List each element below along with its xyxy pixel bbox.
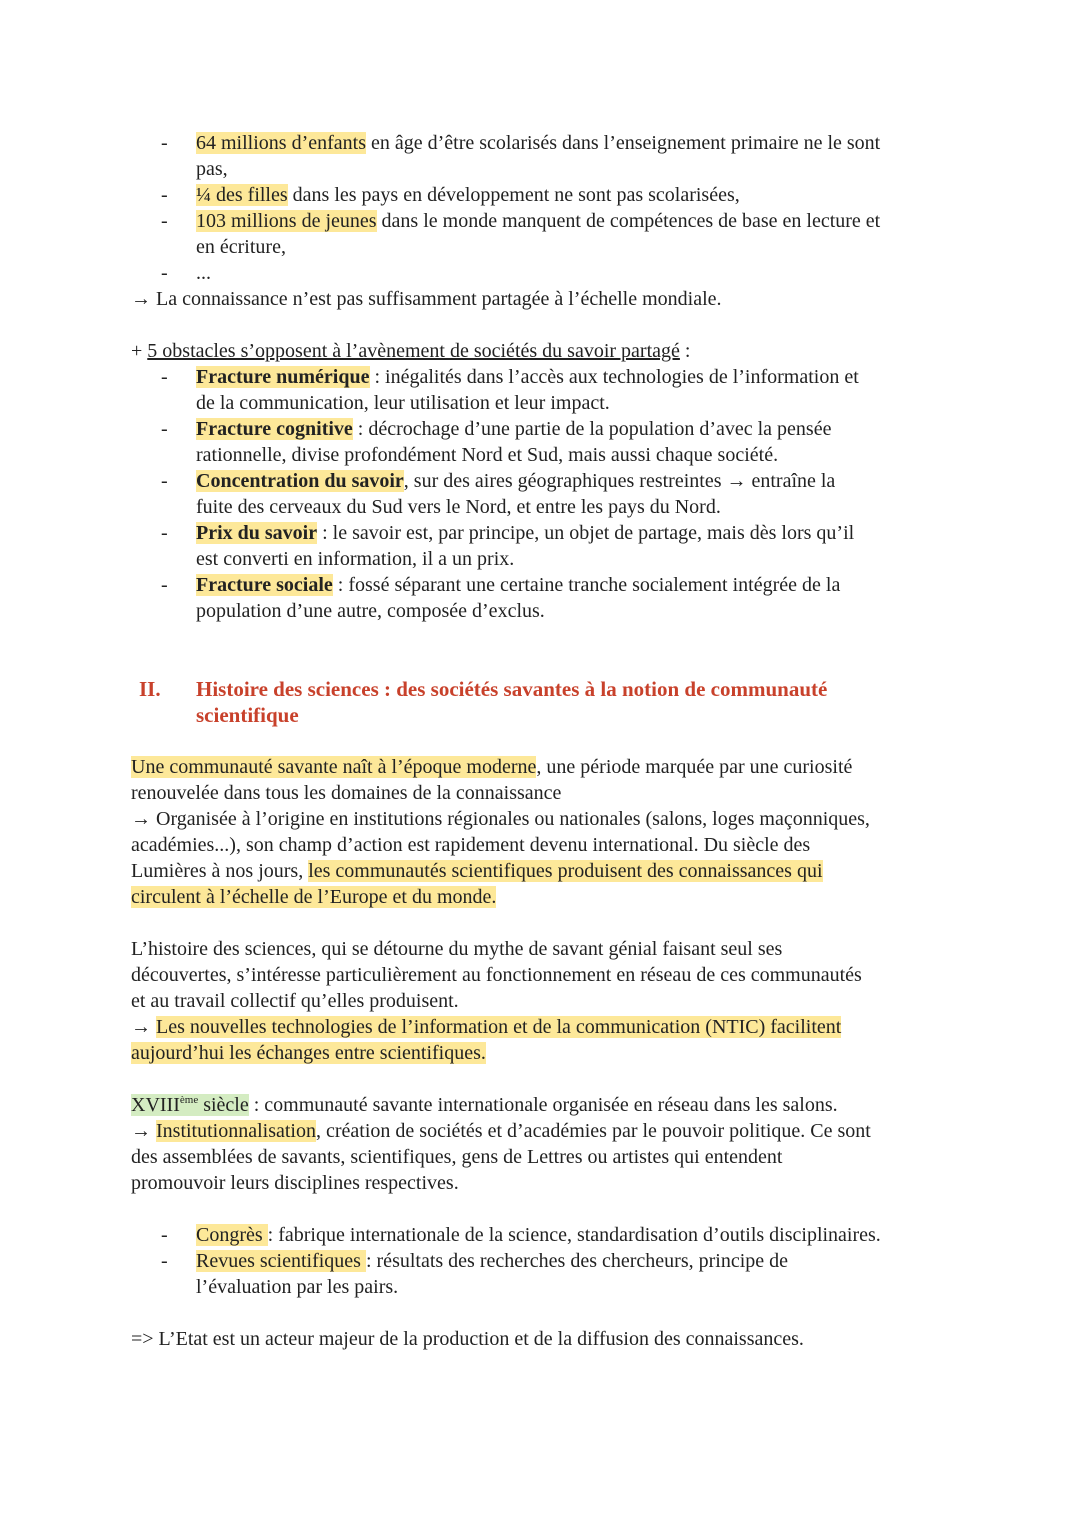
list-item-continuation: l’évaluation par les pairs. bbox=[196, 1276, 399, 1298]
paragraph-line: renouvelée dans tous les domaines de la connaissance bbox=[131, 782, 562, 804]
bullet bbox=[161, 520, 171, 546]
paragraph-line: XVIIIème siècle : communauté savante internationale organisée en réseau dans les salons. bbox=[131, 1094, 838, 1116]
obstacle-item: Fracture sociale : fossé séparant une certaine tranche socialement intégrée de la bbox=[196, 574, 841, 596]
paragraph-line: L’histoire des sciences, qui se détourne du mythe de savant génial faisant seul ses bbox=[131, 938, 783, 960]
section-title: Histoire des sciences : des sociétés savantes à la notion de communauté bbox=[196, 677, 828, 701]
bullet bbox=[161, 208, 171, 234]
obstacle-item-continuation: rationnelle, divise profondément Nord et Sud, mais aussi chaque société. bbox=[196, 444, 779, 466]
obstacle-item-continuation: est converti en information, il a un prix. bbox=[196, 548, 515, 570]
bullet bbox=[161, 182, 171, 208]
obstacle-item: Prix du savoir : le savoir est, par principe, un objet de partage, mais dès lors qu’il bbox=[196, 522, 855, 544]
obstacle-item-continuation: fuite des cerveaux du Sud vers le Nord, et entre les pays du Nord. bbox=[196, 496, 721, 518]
list-item-continuation: pas, bbox=[196, 158, 228, 180]
bullet bbox=[161, 364, 171, 390]
obstacles-intro: + 5 obstacles s’opposent à l’avènement de sociétés du savoir partagé : bbox=[131, 340, 691, 362]
list-item: ¼ des filles dans les pays en développement ne sont pas scolarisées, bbox=[196, 184, 740, 206]
section-title-continuation: scientifique bbox=[196, 703, 299, 727]
bullet bbox=[161, 1222, 171, 1248]
list-item: Congrès : fabrique internationale de la science, standardisation d’outils disciplinaires. bbox=[196, 1224, 881, 1246]
bullet bbox=[161, 1248, 171, 1274]
obstacle-item-continuation: de la communication, leur utilisation et leur impact. bbox=[196, 392, 610, 414]
paragraph-line: aujourd’hui les échanges entre scientifiques. bbox=[131, 1042, 486, 1064]
paragraph-line: découvertes, s’intéresse particulièrement au fonctionnement en réseau de ces communautés bbox=[131, 964, 862, 986]
list-item: 103 millions de jeunes dans le monde manquent de compétences de base en lecture et bbox=[196, 210, 881, 232]
bullet bbox=[161, 130, 171, 156]
bullet bbox=[161, 468, 171, 494]
bullet bbox=[161, 416, 171, 442]
conclusion: → La connaissance n’est pas suffisamment partagée à l’échelle mondiale. bbox=[131, 288, 722, 310]
obstacle-item-continuation: population d’une autre, composée d’exclus. bbox=[196, 600, 545, 622]
bullet bbox=[161, 572, 171, 598]
list-item: ... bbox=[196, 262, 211, 284]
obstacle-item: Fracture cognitive : décrochage d’une partie de la population d’avec la pensée bbox=[196, 418, 832, 440]
final-statement: => L’Etat est un acteur majeur de la production et de la diffusion des connaissances. bbox=[131, 1328, 804, 1350]
paragraph-line: des assemblées de savants, scientifiques, gens de Lettres ou artistes qui entendent bbox=[131, 1146, 783, 1168]
list-item: 64 millions d’enfants en âge d’être scolarisés dans l’enseignement primaire ne le sont bbox=[196, 132, 881, 154]
paragraph-line: Une communauté savante naît à l’époque moderne, une période marquée par une curiosité bbox=[131, 756, 853, 778]
century-highlight: XVIIIème siècle bbox=[131, 1094, 249, 1116]
list-item: Revues scientifiques : résultats des recherches des chercheurs, principe de bbox=[196, 1250, 788, 1272]
paragraph-line: → Institutionnalisation, création de sociétés et d’académies par le pouvoir politique. Ce sont bbox=[131, 1120, 871, 1142]
paragraph-line: → Organisée à l’origine en institutions régionales ou nationales (salons, loges maçonniques, bbox=[131, 808, 870, 830]
paragraph-line: circulent à l’échelle de l’Europe et du monde. bbox=[131, 886, 497, 908]
section-number: II. bbox=[139, 677, 161, 701]
obstacle-item: Concentration du savoir, sur des aires géographiques restreintes → entraîne la bbox=[196, 470, 836, 492]
paragraph-line: → Les nouvelles technologies de l’information et de la communication (NTIC) facilitent bbox=[131, 1016, 842, 1038]
paragraph-line: académies...), son champ d’action est rapidement devenu international. Du siècle des bbox=[131, 834, 811, 856]
paragraph-line: et au travail collectif qu’elles produisent. bbox=[131, 990, 459, 1012]
list-item-continuation: en écriture, bbox=[196, 236, 286, 258]
obstacle-item: Fracture numérique : inégalités dans l’accès aux technologies de l’information et bbox=[196, 366, 859, 388]
paragraph-line: Lumières à nos jours, les communautés scientifiques produisent des connaissances qui bbox=[131, 860, 823, 882]
bullet bbox=[161, 260, 171, 286]
paragraph-line: promouvoir leurs disciplines respectives. bbox=[131, 1172, 459, 1194]
